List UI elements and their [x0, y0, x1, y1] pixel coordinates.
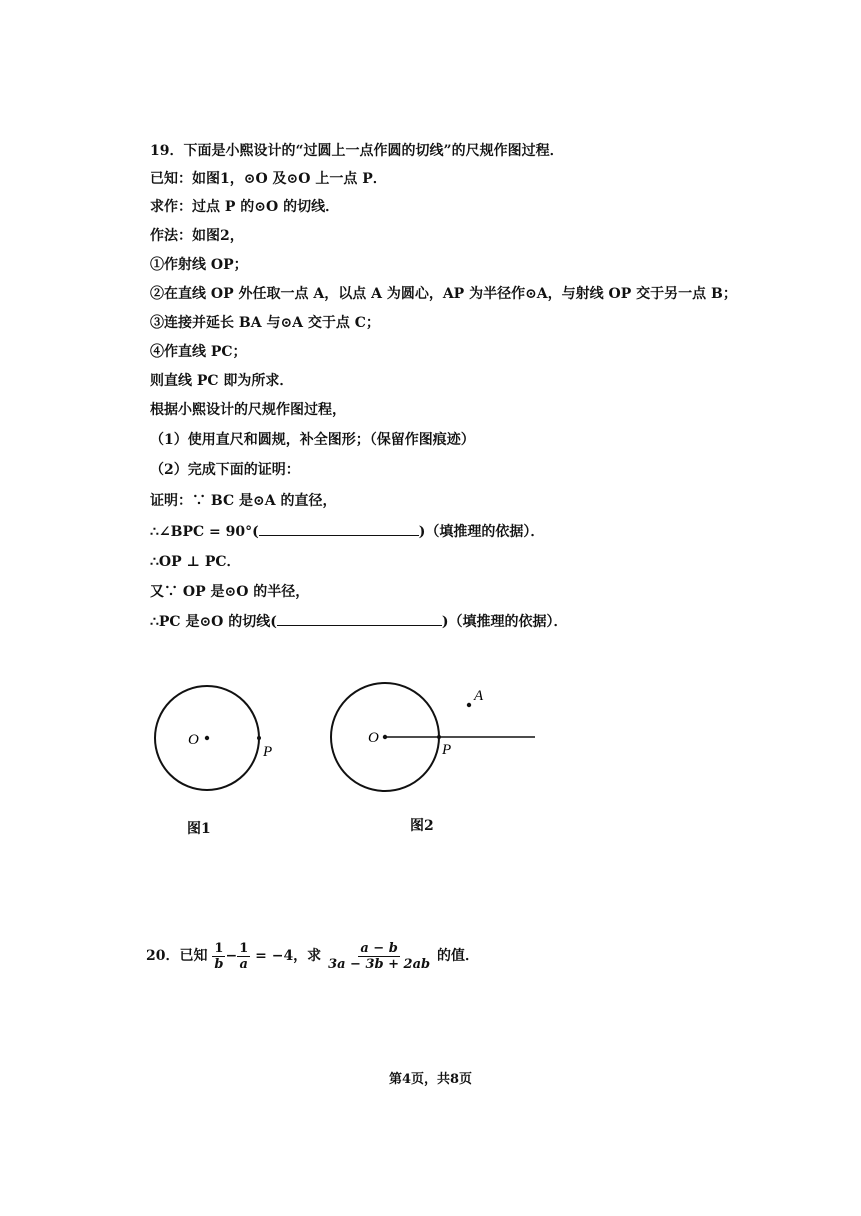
- fraction-denominator: a: [239, 956, 248, 972]
- q19-conclusion: 则直线 PC 即为所求．: [150, 373, 294, 389]
- q19-step2: ②在直线 OP 外任取一点 A，以点 A 为圆心，AP 为半径作⊙A，与射线 OP 交于另一点 B；: [150, 286, 737, 302]
- label-o: O: [368, 730, 379, 746]
- q19-step1: ①作射线 OP；: [150, 257, 248, 273]
- q19-step4: ④作直线 PC；: [150, 344, 247, 360]
- q19-part1: （1）使用直尺和圆规，补全图形；（保留作图痕迹）: [150, 432, 475, 448]
- q19-proof4: 又∵ OP 是⊙O 的半径，: [150, 584, 310, 600]
- point-p: [437, 735, 441, 739]
- fraction-target: [326, 941, 432, 972]
- answer-blank-1[interactable]: [259, 522, 419, 536]
- q20-suffix: 的值．: [437, 948, 479, 964]
- label-p: P: [442, 742, 452, 758]
- equals-text: = −4，求: [255, 948, 322, 964]
- proof2-pre: ∴∠BPC = 90°(: [150, 524, 259, 540]
- q19-proof3: ∴OP ⊥ PC．: [150, 554, 241, 570]
- figure-1-caption: 图1: [187, 821, 211, 837]
- point-p: [257, 736, 261, 740]
- center-point-o: [383, 735, 387, 739]
- q19-find: 求作：过点 P 的⊙O 的切线．: [150, 199, 340, 215]
- proof5-post: )（填推理的依据）．: [441, 614, 568, 630]
- fraction-numerator: 1: [239, 940, 249, 956]
- q19-title: 19．下面是小熙设计的“过圆上一点作圆的切线”的尺规作图过程．: [150, 143, 564, 159]
- label-a: A: [474, 688, 484, 704]
- figure-2-caption: 图2: [410, 818, 434, 834]
- label-p: P: [263, 744, 273, 760]
- proof5-pre: ∴PC 是⊙O 的切线(: [150, 614, 277, 630]
- fraction-denominator: b: [214, 956, 224, 972]
- q19-proof1: 证明：∵ BC 是⊙A 的直径，: [150, 493, 337, 509]
- page-number: 第4页，共8页: [388, 1072, 473, 1087]
- q19-step3: ③连接并延长 BA 与⊙A 交于点 C；: [150, 315, 380, 331]
- q19-known: 已知：如图1，⊙O 及⊙O 上一点 P．: [150, 171, 387, 187]
- center-point-o: [205, 736, 209, 740]
- q20: [146, 938, 479, 974]
- figure-2: [320, 670, 550, 810]
- q19-proof5: [150, 612, 568, 631]
- q19-proof2: [150, 522, 544, 541]
- fraction-numerator: a − b: [360, 940, 398, 956]
- fraction-1-over-b: [212, 941, 225, 972]
- label-o: O: [188, 732, 199, 748]
- point-a: [467, 703, 471, 707]
- answer-blank-2[interactable]: [277, 612, 442, 626]
- fraction-numerator: 1: [214, 940, 224, 956]
- q19-method: 作法：如图2，: [150, 228, 244, 244]
- figure-1: [140, 670, 290, 810]
- q20-prefix: 20．已知: [146, 948, 208, 964]
- q19-part2: （2）完成下面的证明：: [150, 462, 300, 478]
- minus-sign: −: [225, 948, 238, 964]
- fraction-1-over-a: [237, 941, 250, 972]
- q19-intro: 根据小熙设计的尺规作图过程，: [150, 402, 346, 418]
- fraction-denominator: 3a − 3b + 2ab: [328, 956, 431, 972]
- proof2-post: )（填推理的依据）．: [418, 524, 545, 540]
